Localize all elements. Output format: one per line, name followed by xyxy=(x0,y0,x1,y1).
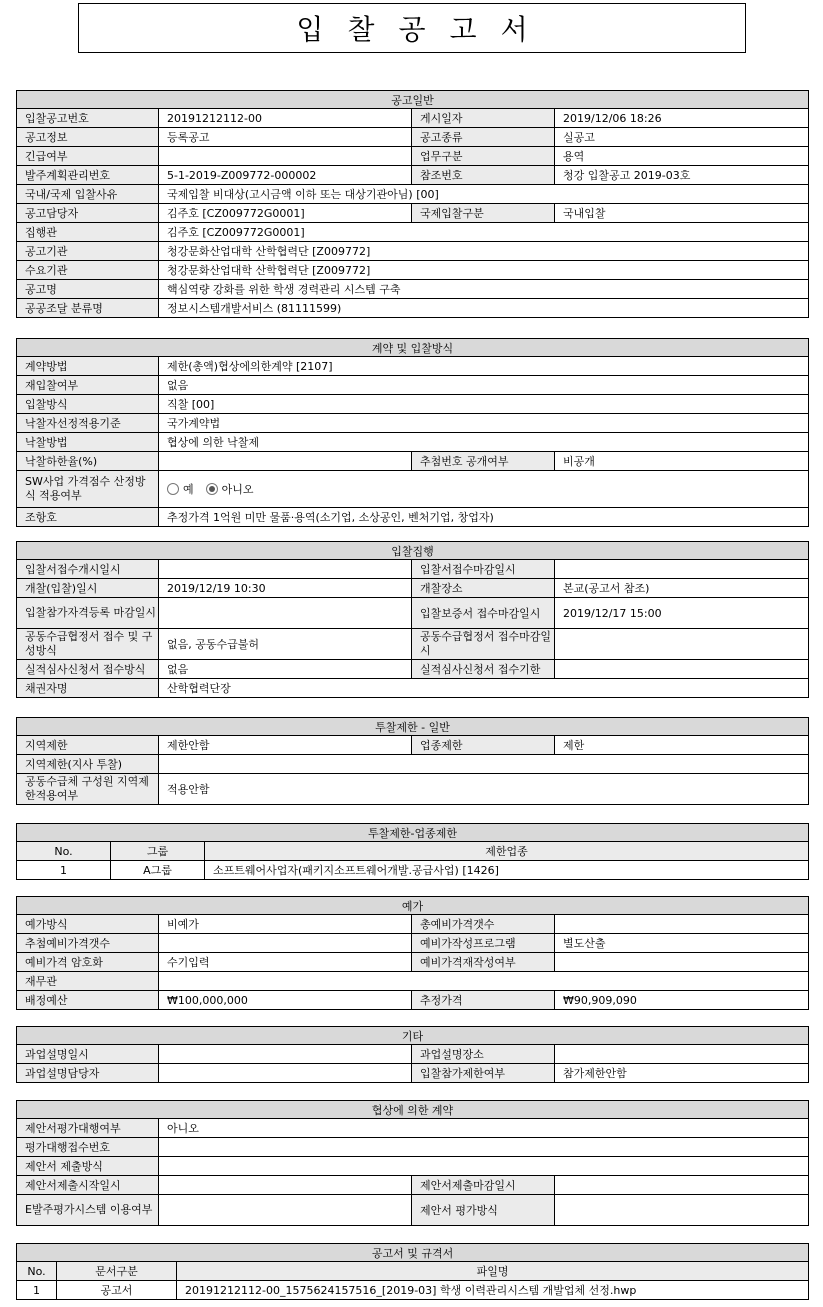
section-header: 투찰제한 - 일반 xyxy=(17,718,809,736)
receive-end-value xyxy=(555,560,809,579)
field-label: 추첨번호 공개여부 xyxy=(412,452,555,471)
column-header-group: 그룹 xyxy=(111,842,205,861)
rebid-value: 없음 xyxy=(159,376,809,395)
field-label: 입찰참가자격등록 마감일시 xyxy=(17,598,159,629)
row-no: 1 xyxy=(17,1281,57,1300)
section-industry-limit xyxy=(16,823,809,880)
field-label: 총예비가격갯수 xyxy=(412,915,555,934)
submission-end-value xyxy=(555,1176,809,1195)
field-label: 공동수급협정서 접수마감일시 xyxy=(412,629,555,660)
section-negotiation xyxy=(16,1100,809,1226)
field-label: 입찰참가제한여부 xyxy=(412,1064,555,1083)
joint-region-value: 적용안함 xyxy=(159,774,809,805)
field-label: 제안서제출마감일시 xyxy=(412,1176,555,1195)
price-method-value: 비예가 xyxy=(159,915,412,934)
field-label: 예비가격재작성여부 xyxy=(412,953,555,972)
field-label: 계약방법 xyxy=(17,357,159,376)
file-link[interactable]: 20191212112-00_1575624157516_[2019-03] 학생 이력관리시스템 개발업체 선정.hwp xyxy=(177,1281,809,1300)
field-label: 공고기관 xyxy=(17,242,159,261)
field-label: 긴급여부 xyxy=(17,147,159,166)
posted-date-value: 2019/12/06 18:26 xyxy=(555,109,809,128)
row-doc-kind: 공고서 xyxy=(57,1281,177,1300)
field-label: 입찰서접수마감일시 xyxy=(412,560,555,579)
executor-value: 김주호 [CZ009772G0001] xyxy=(159,223,809,242)
proxy-number-value xyxy=(159,1138,809,1157)
budget-value: ₩100,000,000 xyxy=(159,991,412,1010)
radio-no[interactable] xyxy=(206,483,218,495)
receive-start-value xyxy=(159,560,412,579)
field-label: 공고종류 xyxy=(412,128,555,147)
field-label: 공동수급체 구성원 지역제한적용여부 xyxy=(17,774,159,805)
notice-kind-value: 실공고 xyxy=(555,128,809,147)
row-group: A그룹 xyxy=(111,861,205,880)
bid-participation-limit-value: 참가제한안함 xyxy=(555,1064,809,1083)
field-label: 평가대행접수번호 xyxy=(17,1138,159,1157)
field-label: 수요기관 xyxy=(17,261,159,280)
e-system-value xyxy=(159,1195,412,1226)
field-label: 제안서평가대행여부 xyxy=(17,1119,159,1138)
evaluation-method-value xyxy=(555,1195,809,1226)
section-header: 입찰집행 xyxy=(17,542,809,560)
field-label: 입찰보증서 접수마감일시 xyxy=(412,598,555,629)
performance-method-value: 없음 xyxy=(159,660,412,679)
section-header: 공고서 및 규격서 xyxy=(17,1244,809,1262)
opening-place-value: 본교(공고서 참조) xyxy=(555,579,809,598)
field-label: 공고정보 xyxy=(17,128,159,147)
award-method-value: 협상에 의한 낙찰제 xyxy=(159,433,809,452)
field-label: 개찰장소 xyxy=(412,579,555,598)
column-header-industry: 제한업종 xyxy=(205,842,809,861)
field-label: 국내/국제 입찰사유 xyxy=(17,185,159,204)
field-label: 실적심사신청서 접수방식 xyxy=(17,660,159,679)
row-industry: 소프트웨어사업자(패키지소프트웨어개발.공급사업) [1426] xyxy=(205,861,809,880)
contract-method-value: 제한(총액)협상에의한계약 [2107] xyxy=(159,357,809,376)
column-header-filename: 파일명 xyxy=(177,1262,809,1281)
branch-limit-value xyxy=(159,755,809,774)
radio-no-label[interactable]: 아니오 xyxy=(221,483,254,496)
column-header-no: No. xyxy=(17,842,111,861)
total-price-count-value xyxy=(555,915,809,934)
submission-start-value xyxy=(159,1176,412,1195)
field-label: 재입찰여부 xyxy=(17,376,159,395)
field-label: 게시일자 xyxy=(412,109,555,128)
field-label: 제안서 제출방식 xyxy=(17,1157,159,1176)
document-title: 입찰공고서 xyxy=(78,3,746,53)
bid-method-value: 직찰 [00] xyxy=(159,395,809,414)
row-no: 1 xyxy=(17,861,111,880)
field-label: 배정예산 xyxy=(17,991,159,1010)
joint-agreement-value: 없음, 공동수급불허 xyxy=(159,629,412,660)
price-redo-value xyxy=(555,953,809,972)
demand-agency-value: 청강문화산업대학 산학협력단 [Z009772] xyxy=(159,261,809,280)
field-label: 지역제한(지사 투찰) xyxy=(17,755,159,774)
price-encryption-value: 수기입력 xyxy=(159,953,412,972)
performance-deadline-value xyxy=(555,660,809,679)
price-program-value: 별도산출 xyxy=(555,934,809,953)
officer-value: 김주호 [CZ009772G0001] xyxy=(159,204,412,223)
field-label: 참조번호 xyxy=(412,166,555,185)
field-label: 개찰(입찰)일시 xyxy=(17,579,159,598)
opening-date-value: 2019/12/19 10:30 xyxy=(159,579,412,598)
section-header: 계약 및 입찰방식 xyxy=(17,339,809,357)
field-label: 제안서제출시작일시 xyxy=(17,1176,159,1195)
section-header: 협상에 의한 계약 xyxy=(17,1101,809,1119)
radio-yes[interactable] xyxy=(167,483,179,495)
field-label: 공고담당자 xyxy=(17,204,159,223)
reference-number-value: 청강 입찰공고 2019-03호 xyxy=(555,166,809,185)
briefing-officer-value xyxy=(159,1064,412,1083)
finance-officer-value xyxy=(159,972,809,991)
industry-limit-value: 제한 xyxy=(555,736,809,755)
intl-reason-value: 국제입찰 비대상(고시금액 이하 또는 대상기관아님) [00] xyxy=(159,185,809,204)
field-label: 국제입찰구분 xyxy=(412,204,555,223)
section-limit xyxy=(16,717,809,805)
section-header: 기타 xyxy=(17,1027,809,1045)
field-label: 추첨예비가격갯수 xyxy=(17,934,159,953)
column-header-doc-kind: 문서구분 xyxy=(57,1262,177,1281)
field-label: 예가방식 xyxy=(17,915,159,934)
section-header: 예가 xyxy=(17,897,809,915)
field-label: E발주평가시스템 이용여부 xyxy=(17,1195,159,1226)
notice-name-value: 핵심역량 강화를 위한 학생 경력관리 시스템 구축 xyxy=(159,280,809,299)
section-header: 공고일반 xyxy=(17,91,809,109)
field-label: 공동수급협정서 접수 및 구성방식 xyxy=(17,629,159,660)
region-limit-value: 제한안함 xyxy=(159,736,412,755)
field-label: 업종제한 xyxy=(412,736,555,755)
briefing-place-value xyxy=(555,1045,809,1064)
section-general xyxy=(16,90,809,318)
table-row xyxy=(17,861,809,880)
table-row xyxy=(17,1281,809,1300)
field-label: 예비가격 암호화 xyxy=(17,953,159,972)
qualification-deadline-value xyxy=(159,598,412,629)
field-label: 과업설명일시 xyxy=(17,1045,159,1064)
field-label: 입찰방식 xyxy=(17,395,159,414)
estimated-price-value: ₩90,909,090 xyxy=(555,991,809,1010)
draw-count-value xyxy=(159,934,412,953)
field-label: 입찰서접수개시일시 xyxy=(17,560,159,579)
field-label: 실적심사신청서 접수기한 xyxy=(412,660,555,679)
submission-method-value xyxy=(159,1157,809,1176)
section-files xyxy=(16,1243,809,1300)
field-label: 재무관 xyxy=(17,972,159,991)
field-label: 낙찰자선정적용기준 xyxy=(17,414,159,433)
classification-value: 정보시스템개발서비스 (81111599) xyxy=(159,299,809,318)
field-label: 집행관 xyxy=(17,223,159,242)
lottery-disclosure-value: 비공개 xyxy=(555,452,809,471)
field-label: 낙찰방법 xyxy=(17,433,159,452)
field-label: SW사업 가격점수 산정방식 적용여부 xyxy=(17,471,159,508)
field-label: 업무구분 xyxy=(412,147,555,166)
intl-kind-value: 국내입찰 xyxy=(555,204,809,223)
order-plan-number-value: 5-1-2019-Z009772-000002 xyxy=(159,166,412,185)
creditor-value: 산학협력단장 xyxy=(159,679,809,698)
field-label: 과업설명장소 xyxy=(412,1045,555,1064)
section-header: 투찰제한-업종제한 xyxy=(17,824,809,842)
urgent-value xyxy=(159,147,412,166)
radio-yes-label[interactable]: 예 xyxy=(183,483,194,496)
field-label: 채권자명 xyxy=(17,679,159,698)
column-header-no: No. xyxy=(17,1262,57,1281)
field-label: 예비가작성프로그램 xyxy=(412,934,555,953)
bid-number-value: 20191212112-00 xyxy=(159,109,412,128)
award-standard-value: 국가계약법 xyxy=(159,414,809,433)
evaluation-proxy-value: 아니오 xyxy=(159,1119,809,1138)
briefing-date-value xyxy=(159,1045,412,1064)
field-label: 낙찰하한율(%) xyxy=(17,452,159,471)
field-label: 공공조달 분류명 xyxy=(17,299,159,318)
field-label: 제안서 평가방식 xyxy=(412,1195,555,1226)
agency-value: 청강문화산업대학 산학협력단 [Z009772] xyxy=(159,242,809,261)
clause-value: 추정가격 1억원 미만 물품·용역(소기업, 소상공인, 벤처기업, 창업자) xyxy=(159,508,809,527)
section-execution xyxy=(16,541,809,698)
field-label: 조항호 xyxy=(17,508,159,527)
field-label: 입찰공고번호 xyxy=(17,109,159,128)
notice-info-value: 등록공고 xyxy=(159,128,412,147)
sw-price-radio-group xyxy=(159,471,809,508)
guarantee-deadline-value: 2019/12/17 15:00 xyxy=(555,598,809,629)
field-label: 공고명 xyxy=(17,280,159,299)
section-contract xyxy=(16,338,809,527)
section-price xyxy=(16,896,809,1010)
joint-deadline-value xyxy=(555,629,809,660)
field-label: 발주계획관리번호 xyxy=(17,166,159,185)
business-type-value: 용역 xyxy=(555,147,809,166)
field-label: 추정가격 xyxy=(412,991,555,1010)
section-etc xyxy=(16,1026,809,1083)
field-label: 지역제한 xyxy=(17,736,159,755)
lower-rate-value xyxy=(159,452,412,471)
field-label: 과업설명담당자 xyxy=(17,1064,159,1083)
